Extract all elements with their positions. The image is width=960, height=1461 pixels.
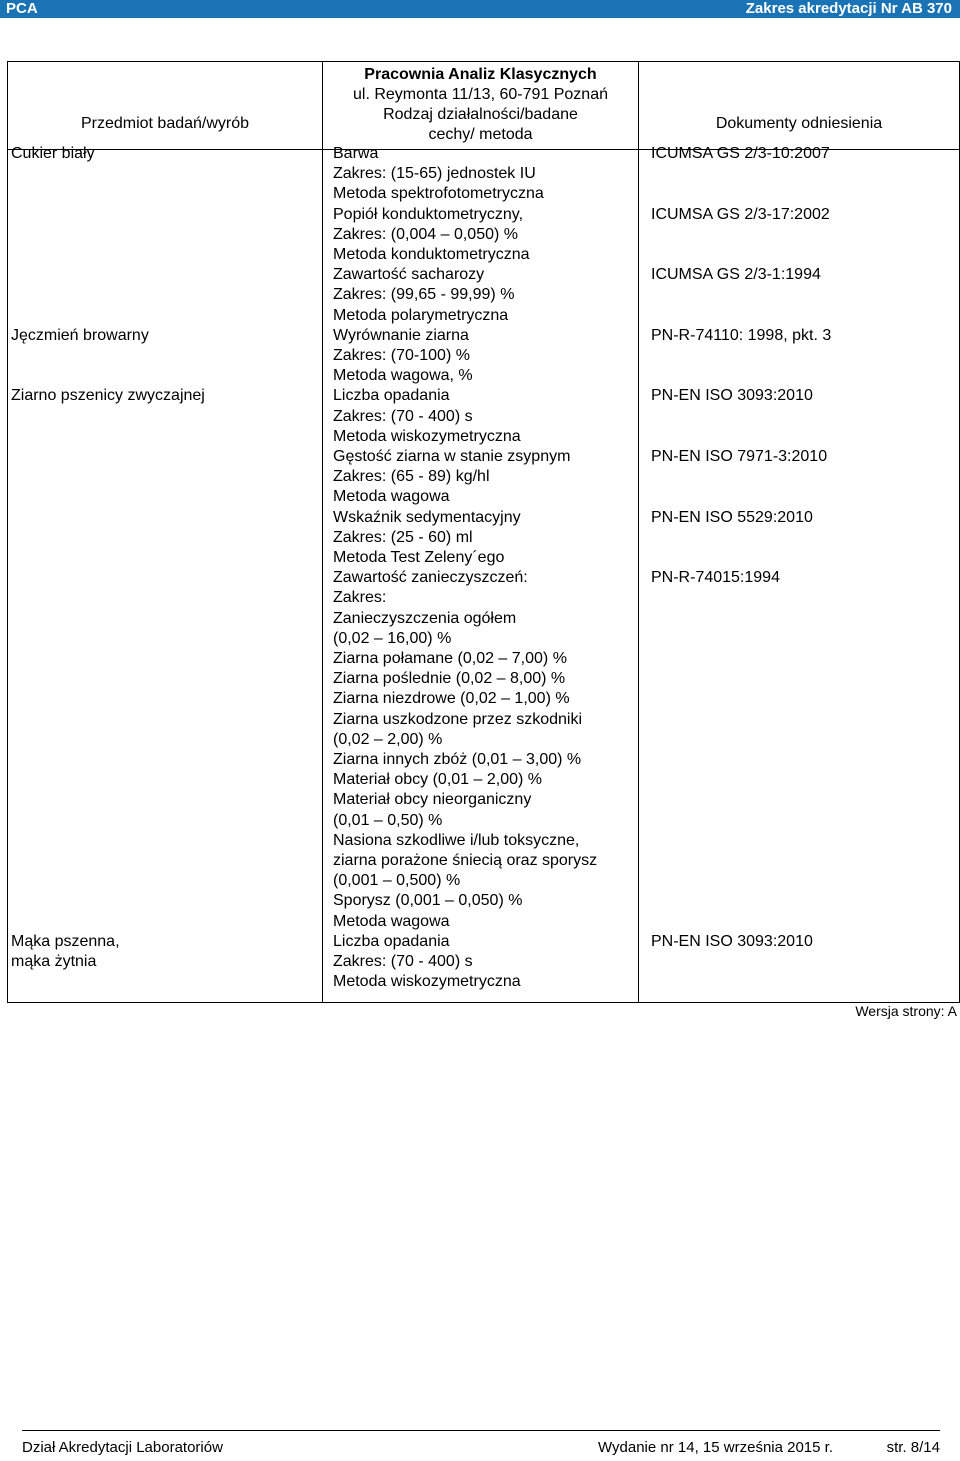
row-method-line: Ziarna innych zbóż (0,01 – 3,00) % xyxy=(333,751,582,768)
row-method-line: Materiał obcy (0,01 – 2,00) % xyxy=(333,771,542,789)
page-header-bar xyxy=(0,0,960,18)
footer-page-number: str. 8/14 xyxy=(886,1439,940,1456)
row-method-line: Zanieczyszczenia ogółem xyxy=(333,609,517,627)
row-document: PN-EN ISO 5529:2010 xyxy=(651,508,813,526)
row-method-line: Zakres: (70 - 400) s xyxy=(333,407,473,425)
row-method-line: (0,001 – 0,500) % xyxy=(333,872,461,890)
footer-left: Dział Akredytacji Laboratoriów xyxy=(22,1439,223,1456)
row-method-line: Zakres: (65 - 89) kg/hl xyxy=(333,468,490,486)
column-header-product: Przedmiot badań/wyrób xyxy=(80,115,250,132)
row-product: Cukier biały xyxy=(11,145,95,162)
column-header-method: Rodzaj działalności/badane cechy/ metoda xyxy=(383,106,578,143)
row-method-line: Zakres: (25 - 60) ml xyxy=(333,528,473,546)
row-method-line: Popiół konduktometryczny, xyxy=(333,205,524,223)
row-document: PN-EN ISO 3093:2010 xyxy=(651,387,813,405)
row-method-line: (0,02 – 16,00) % xyxy=(333,629,452,647)
row-method-line: Wskaźnik sedymentacyjny xyxy=(333,508,521,526)
row-document: ICUMSA GS 2/3-10:2007 xyxy=(651,145,830,162)
row-method-line: Ziarna niezdrowe (0,02 – 1,00) % xyxy=(333,690,570,708)
row-document: PN-EN ISO 7971-3:2010 xyxy=(651,448,828,465)
row-method-line: Wyrównanie ziarna xyxy=(333,326,469,344)
row-method-line: Zakres: (70 - 400) s xyxy=(333,953,473,970)
row-method-line: Nasiona szkodliwe i/lub toksyczne, xyxy=(333,831,580,849)
lab-address: ul. Reymonta 11/13, 60-791 Poznań xyxy=(353,86,608,103)
row-method-line: Zawartość sacharozy xyxy=(333,266,485,284)
row-method-line: (0,01 – 0,50) % xyxy=(333,811,443,829)
row-method-line: Zakres: (0,004 – 0,050) % xyxy=(333,225,518,243)
row-method-line: Zakres: (15-65) jednostek IU xyxy=(333,165,536,183)
row-method-line: Metoda wagowa, % xyxy=(333,367,473,385)
row-product: Mąka pszenna, mąka żytnia xyxy=(11,932,120,970)
row-document: ICUMSA GS 2/3-17:2002 xyxy=(651,205,830,223)
row-method-line: Metoda wiskozymetryczna xyxy=(333,427,521,445)
table-header-row xyxy=(8,62,960,150)
row-method-line: Zakres: (70-100) % xyxy=(333,347,470,364)
row-method-line: Metoda wagowa xyxy=(333,912,450,930)
footer-middle: Wydanie nr 14, 15 września 2015 r. xyxy=(598,1439,833,1456)
row-method-line: Liczba opadania xyxy=(333,387,450,405)
row-method-line: Gęstość ziarna w stanie zsypnym xyxy=(333,448,571,465)
row-method-line: Liczba opadania xyxy=(333,932,450,950)
header-left: PCA xyxy=(6,0,38,17)
page-footer xyxy=(22,1430,940,1461)
header-right: Zakres akredytacji Nr AB 370 xyxy=(745,0,952,17)
row-method-line: Barwa xyxy=(333,145,379,162)
row-method-line: Metoda Test Zeleny´ego xyxy=(333,549,505,566)
row-method-line: Metoda konduktometryczna xyxy=(333,246,530,263)
body-cell-product xyxy=(8,150,323,1003)
row-document: PN-EN ISO 3093:2010 xyxy=(651,932,813,950)
lab-name: Pracownia Analiz Klasycznych xyxy=(364,66,597,83)
row-method-line: Metoda wiskozymetryczna xyxy=(333,973,521,991)
row-document: ICUMSA GS 2/3-1:1994 xyxy=(651,266,821,284)
page-version: Wersja strony: A xyxy=(855,1003,957,1019)
row-method-line: Metoda wagowa xyxy=(333,488,450,506)
header-cell-product xyxy=(8,62,323,150)
row-method-line: Ziarna połamane (0,02 – 7,00) % xyxy=(333,650,567,667)
row-method-line: Metoda polarymetryczna xyxy=(333,306,509,324)
row-method-line: Zawartość zanieczyszczeń: xyxy=(333,569,528,587)
row-method-line: ziarna porażone śniecią oraz sporysz xyxy=(333,852,598,869)
row-product: Ziarno pszenicy zwyczajnej xyxy=(11,387,205,405)
row-method-line: Zakres: xyxy=(333,589,387,607)
row-document: PN-R-74015:1994 xyxy=(651,569,780,587)
header-cell-documents xyxy=(639,62,960,150)
row-method-line: Metoda spektrofotometryczna xyxy=(333,185,544,203)
row-method-line: (0,02 – 2,00) % xyxy=(333,730,443,748)
row-method-line: Materiał obcy nieorganiczny xyxy=(333,791,532,809)
row-method-line: Ziarna poślednie (0,02 – 8,00) % xyxy=(333,670,566,688)
row-document: PN-R-74110: 1998, pkt. 3 xyxy=(651,326,832,344)
row-method-line: Zakres: (99,65 - 99,99) % xyxy=(333,286,515,304)
header-cell-method xyxy=(323,62,639,150)
column-header-documents: Dokumenty odniesienia xyxy=(715,115,883,132)
row-product: Jęczmień browarny xyxy=(11,326,149,344)
row-method-line: Ziarna uszkodzone przez szkodniki xyxy=(333,710,583,728)
row-method-line: Sporysz (0,001 – 0,050) % xyxy=(333,892,523,910)
